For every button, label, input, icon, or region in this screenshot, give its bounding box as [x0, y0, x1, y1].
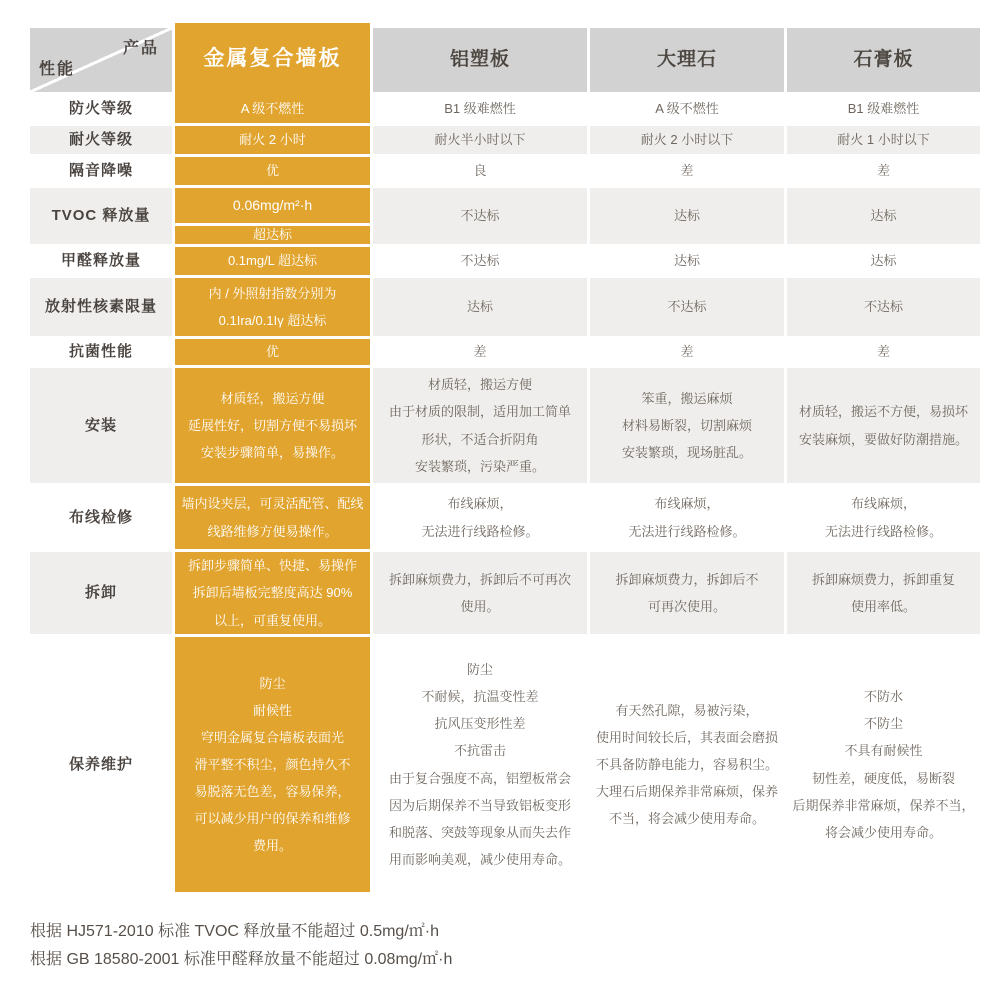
table-cell: [373, 126, 587, 154]
cell-line: 使用时间较长后，其表面会磨损: [595, 729, 778, 745]
table-cell: [373, 278, 587, 336]
cell-line: 抗风压变形性差: [434, 716, 526, 732]
row-label: TVOC 释放量: [30, 188, 172, 244]
cell-line: 无法进行线路检修。: [421, 523, 539, 539]
cell-line: 大理石后期保养非常麻烦，保养: [595, 784, 778, 800]
cell-line: 笨重，搬运麻烦: [641, 390, 733, 406]
cell-line: 不防尘: [863, 716, 903, 732]
cell-line: 防尘: [466, 662, 493, 678]
cell-line: 安装步骤简单，易操作。: [200, 445, 344, 461]
table-cell: [175, 95, 370, 123]
table-cell: [590, 126, 784, 154]
cell-line: 无法进行线路检修。: [824, 523, 942, 539]
cell-line: 用而影响美观，减少使用寿命。: [388, 851, 571, 867]
cell-line: 0.1mg/L 超达标: [227, 252, 318, 268]
cell-line: 拆卸后墙板完整度高达 90%: [192, 585, 353, 601]
stacked-sub-cell: [175, 188, 370, 223]
cell-line: 差: [473, 343, 487, 359]
table-cell: [175, 368, 370, 483]
cell-line: 材料易断裂，切割麻烦: [621, 417, 752, 433]
cell-line: A 级不燃性: [655, 100, 719, 116]
cell-line: 拆卸麻烦费力，拆卸后不可再次: [388, 571, 571, 587]
cell-line: 优: [265, 343, 279, 359]
cell-line: 由于复合强度不高，铝塑板常会: [388, 770, 571, 786]
cell-line: 由于材质的限制，适用加工简单: [388, 404, 571, 420]
cell-line: 穹明金属复合墙板表面光: [200, 729, 344, 745]
stacked-sub-cell: [175, 226, 370, 244]
table-cell-stacked: [175, 188, 370, 244]
cell-line: 将会减少使用寿命。: [824, 824, 942, 840]
cell-line: 布线麻烦，: [850, 496, 916, 512]
table-cell: [787, 126, 980, 154]
cell-line: 达标: [870, 207, 897, 223]
row-label: 安装: [30, 368, 172, 483]
cell-line: 耐火半小时以下: [434, 131, 526, 147]
row-label: 布线检修: [30, 486, 172, 549]
table-cell: [373, 188, 587, 244]
cell-line: 0.1Ira/0.1Iγ 超达标: [218, 313, 327, 328]
table-cell: [373, 368, 587, 483]
cell-line: 不达标: [460, 252, 500, 268]
cell-line: 拆卸步骤简单、快捷、易操作: [187, 558, 357, 574]
table-cell: [787, 486, 980, 549]
table-cell: [175, 126, 370, 154]
table-cell: [373, 95, 587, 123]
row-label: 防火等级: [30, 95, 172, 123]
row-label: 放射性核素限量: [30, 278, 172, 336]
row-label: 保养维护: [30, 637, 172, 892]
table-cell: [590, 339, 784, 365]
cell-line: 可再次使用。: [647, 599, 726, 614]
cell-line: 后期保养非常麻烦，保养不当，: [792, 797, 975, 813]
cell-line: 防尘: [259, 675, 286, 691]
cell-line: 使用率低。: [850, 599, 916, 614]
cell-line: 良: [473, 162, 487, 178]
cell-line: 线路维修方便易操作。: [207, 523, 338, 539]
row-label: 拆卸: [30, 552, 172, 634]
cell-line: 差: [876, 343, 890, 359]
cell-line: A 级不燃性: [240, 100, 305, 116]
cell-line: 差: [876, 162, 890, 178]
cell-line: 滑平整不积尘，颜色持久不: [194, 756, 351, 772]
table-cell: [373, 157, 587, 185]
cell-line: 不具备防静电能力，容易积尘。: [595, 756, 778, 772]
table-cell: [590, 247, 784, 275]
table-cell: [787, 552, 980, 634]
cell-line: 可以减少用户的保养和维修: [194, 811, 351, 827]
cell-line: 费用。: [252, 838, 292, 854]
cell-line: 和脱落、突鼓等现象从而失去作: [388, 824, 571, 840]
table-cell: [175, 339, 370, 365]
cell-line: 墙内设夹层，可灵活配管、配线: [181, 496, 364, 512]
cell-line: 拆卸麻烦费力，拆卸后不: [615, 571, 759, 587]
cell-line: 内 / 外照射指数分别为: [208, 285, 337, 301]
column-header: 铝塑板: [373, 28, 587, 92]
table-cell: [787, 339, 980, 365]
cell-line: 材质轻，搬运方便: [427, 377, 532, 393]
cell-line: 以上，可重复使用。: [213, 612, 331, 628]
cell-line: 耐火 2 小时以下: [640, 131, 734, 147]
cell-line: 不当，将会减少使用寿命。: [608, 811, 765, 827]
cell-line: 不具有耐候性: [844, 743, 923, 759]
table-cell: [787, 278, 980, 336]
table-cell: [590, 95, 784, 123]
footnotes: [30, 918, 452, 974]
cell-line: 不达标: [460, 207, 500, 223]
cell-line: 布线麻烦，: [447, 496, 513, 512]
table-cell: [787, 157, 980, 185]
cell-line: 拆卸麻烦费力，拆卸重复: [811, 571, 955, 587]
cell-line: 差: [680, 162, 694, 178]
row-label: 抗菌性能: [30, 339, 172, 365]
cell-line: 使用。: [460, 599, 500, 614]
footnote-tvoc-standard: 根据 HJ571-2010 标准 TVOC 释放量不能超过 0.5mg/㎡·h: [30, 923, 439, 940]
cell-line: 无法进行线路检修。: [628, 523, 746, 539]
cell-line: 安装麻烦，要做好防潮措施。: [798, 431, 968, 447]
cell-line: 形状，不适合折阴角: [421, 431, 539, 447]
cell-line: 有天然孔隙，易被污染，: [615, 702, 759, 718]
row-label: 耐火等级: [30, 126, 172, 154]
cell-line: 安装繁琐，现场脏乱。: [621, 445, 752, 461]
cell-line: 因为后期保养不当导致铝板变形: [388, 797, 571, 813]
cell-line: 延展性好，切割方便不易损坏: [187, 417, 357, 433]
cell-line: 不防水: [863, 689, 903, 705]
table-cell: [590, 486, 784, 549]
table-cell: [373, 247, 587, 275]
footnote-formaldehyde-standard: 根据 GB 18580-2001 标准甲醛释放量不能超过 0.08mg/㎡·h: [30, 951, 453, 968]
cell-line: 达标: [673, 207, 700, 223]
table-cell: [175, 637, 370, 892]
row-label: 隔音降噪: [30, 157, 172, 185]
cell-line: 布线麻烦，: [654, 496, 720, 512]
table-cell: [787, 188, 980, 244]
table-cell: [590, 188, 784, 244]
table-cell: [175, 552, 370, 634]
table-cell: [373, 637, 587, 892]
row-label: 甲醛释放量: [30, 247, 172, 275]
cell-line: 易脱落无色差，容易保养，: [194, 784, 351, 800]
cell-line: 不抗雷击: [453, 743, 506, 759]
table-cell: [175, 247, 370, 275]
cell-line: 韧性差，硬度低，易断裂: [811, 770, 955, 786]
cell-line: 0.06mg/m²·h: [232, 196, 313, 213]
cell-line: 达标: [466, 298, 493, 314]
cell-line: 不达标: [667, 298, 707, 314]
cell-line: 达标: [870, 252, 897, 268]
cell-line: 耐火 1 小时以下: [837, 131, 930, 147]
corner-label-product: 产品: [122, 40, 159, 57]
cell-line: 安装繁琐，污染严重。: [414, 458, 545, 474]
corner-cell: [30, 28, 172, 92]
cell-line: B1 级难燃性: [444, 100, 516, 116]
table-cell: [787, 247, 980, 275]
cell-line: 耐候性: [252, 702, 292, 718]
table-cell: [373, 552, 587, 634]
table-cell: [590, 278, 784, 336]
cell-line: 差: [680, 343, 694, 359]
cell-line: 耐火 2 小时: [239, 131, 306, 147]
table-cell: [787, 637, 980, 892]
cell-line: 达标: [673, 252, 700, 268]
cell-line: 材质轻，搬运方便: [220, 390, 325, 406]
cell-line: 材质轻，搬运不方便，易损坏: [798, 404, 968, 420]
column-header: 金属复合墙板: [175, 23, 370, 96]
table-cell: [175, 486, 370, 549]
table-cell: [590, 637, 784, 892]
column-header: 石膏板: [787, 28, 980, 92]
cell-line: 超达标: [252, 226, 292, 242]
table-cell: [175, 278, 370, 336]
comparison-table: [30, 28, 980, 892]
cell-line: B1 级难燃性: [847, 100, 920, 116]
table-cell: [373, 339, 587, 365]
table-cell: [590, 157, 784, 185]
cell-line: 不耐候，抗温变性差: [421, 689, 539, 705]
cell-line: 优: [265, 162, 279, 178]
table-cell: [590, 552, 784, 634]
column-header: 大理石: [590, 28, 784, 92]
table-cell: [590, 368, 784, 483]
cell-line: 不达标: [863, 298, 903, 314]
table-cell: [373, 486, 587, 549]
corner-label-performance: 性能: [39, 61, 76, 79]
table-cell: [175, 157, 370, 185]
table-cell: [787, 95, 980, 123]
table-cell: [787, 368, 980, 483]
